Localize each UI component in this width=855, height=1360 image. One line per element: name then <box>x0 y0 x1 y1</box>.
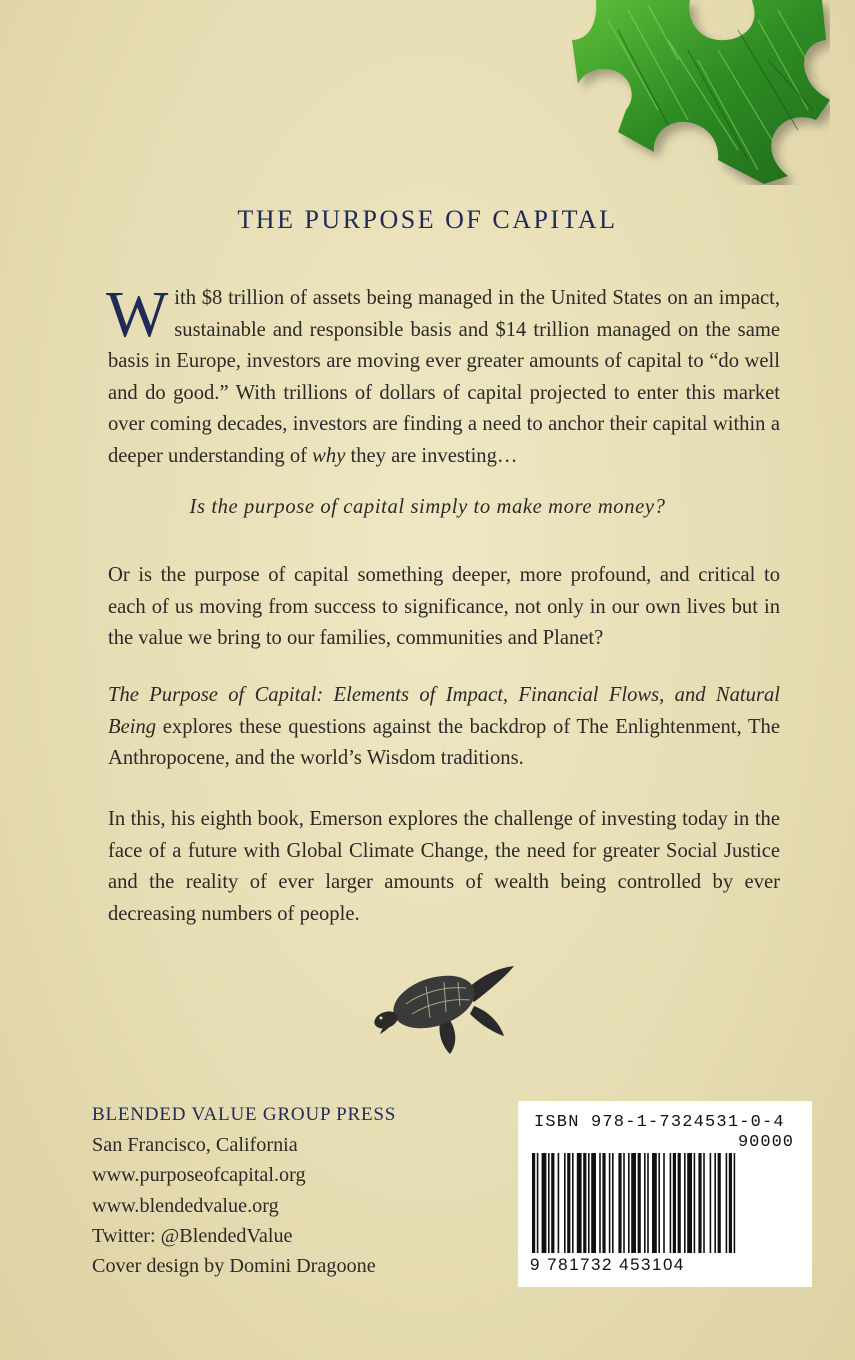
sea-turtle-icon <box>372 962 520 1054</box>
drop-cap: W <box>106 278 169 351</box>
barcode-bar <box>599 1153 601 1253</box>
barcode-bar <box>652 1153 657 1253</box>
barcode-bar <box>678 1153 681 1253</box>
barcode-bar <box>532 1153 535 1253</box>
barcode-bar <box>564 1153 566 1253</box>
barcode-bar <box>714 1153 716 1253</box>
barcode-bar <box>591 1153 596 1253</box>
barcode-bar <box>644 1153 646 1253</box>
barcode-bar <box>647 1153 649 1253</box>
paragraph-two: Or is the purpose of capital something deeper, more profound, and critical to each of us moving from success to significance, not only in our own lives but in the value we bring to our families, communities and Planet? <box>108 564 780 649</box>
barcode-bar <box>567 1153 570 1253</box>
barcode-bar <box>583 1153 586 1253</box>
barcode-bar <box>673 1153 676 1253</box>
barcode-bar <box>718 1153 721 1253</box>
paragraph-three-text: explores these questions against the backdrop of The Enlightenment, The Anthropocene, and the world’s Wisdom traditions. <box>108 715 780 769</box>
barcode-bar <box>638 1153 641 1253</box>
barcode-bar <box>558 1153 560 1253</box>
intro-emphasis: why <box>312 444 346 467</box>
barcode-bar <box>710 1153 712 1253</box>
barcode-bar <box>537 1153 539 1253</box>
barcode-bars <box>530 1153 800 1257</box>
paragraph-three <box>108 680 780 775</box>
barcode-bar <box>658 1153 660 1253</box>
barcode-bar <box>694 1153 696 1253</box>
barcode-bar <box>670 1153 672 1253</box>
website-link-1[interactable]: www.purposeofcapital.org <box>92 1164 306 1187</box>
barcode-bar <box>734 1153 736 1253</box>
barcode-bar <box>609 1153 611 1253</box>
book-title: The Purpose of Capital: Elements of Impact, Financial Flows, and Natural Being <box>108 684 780 738</box>
barcode-bar <box>687 1153 692 1253</box>
barcode-bar <box>588 1153 590 1253</box>
publisher-location: San Francisco, California <box>92 1134 298 1157</box>
ean-number: 9 781732 453104 <box>530 1255 685 1274</box>
key-question: Is the purpose of capital simply to make more money? <box>189 496 666 518</box>
barcode-bar <box>684 1153 686 1253</box>
barcode-bar <box>726 1153 728 1253</box>
isbn-number: ISBN 978-1-7324531-0-4 <box>534 1113 785 1132</box>
barcode-bar <box>703 1153 705 1253</box>
website-link-2[interactable]: www.blendedvalue.org <box>92 1194 279 1217</box>
barcode-bar <box>618 1153 621 1253</box>
barcode-bar <box>548 1153 550 1253</box>
intro-text-end: they are investing… <box>345 444 518 467</box>
barcode-bar <box>602 1153 605 1253</box>
barcode-bar <box>729 1153 732 1253</box>
barcode-bar <box>663 1153 665 1253</box>
barcode-bar <box>542 1153 547 1253</box>
publisher-info <box>92 1100 396 1281</box>
puzzle-piece-icon <box>568 0 830 185</box>
barcode-bar <box>628 1153 630 1253</box>
barcode-bar <box>631 1153 636 1253</box>
cover-credit: Cover design by Domini Dragoone <box>92 1255 376 1278</box>
publisher-name: BLENDED VALUE GROUP PRESS <box>92 1104 397 1125</box>
paragraph-four: In this, his eighth book, Emerson explores the challenge of investing today in the face of a future with Global Climate Change, the need for greater Social Justice and the reality of ever larger amounts of wealth being controlled by ever decreasing numbers of people. <box>108 808 780 925</box>
twitter-handle[interactable]: Twitter: @BlendedValue <box>92 1224 293 1247</box>
price-code: 90000 <box>737 1133 794 1152</box>
barcode-bar <box>577 1153 582 1253</box>
section-title: THE PURPOSE OF CAPITAL <box>237 205 618 234</box>
barcode-bar <box>623 1153 625 1253</box>
barcode-bar <box>551 1153 554 1253</box>
intro-text: ith $8 trillion of assets being managed in the United States on an impact, sustainable and responsible basis and $14 trillion managed on the same basis in Europe, investors are moving ever greater amounts of capital to “do well and do good.” With trillions of dollars of capital projected to enter this market over coming decades, investors are finding a need to anchor their capital within a deeper understanding of <box>108 287 780 467</box>
barcode-bar <box>572 1153 574 1253</box>
barcode-bar <box>698 1153 701 1253</box>
isbn-barcode <box>518 1101 812 1287</box>
barcode-bar <box>612 1153 614 1253</box>
intro-paragraph <box>106 278 780 472</box>
